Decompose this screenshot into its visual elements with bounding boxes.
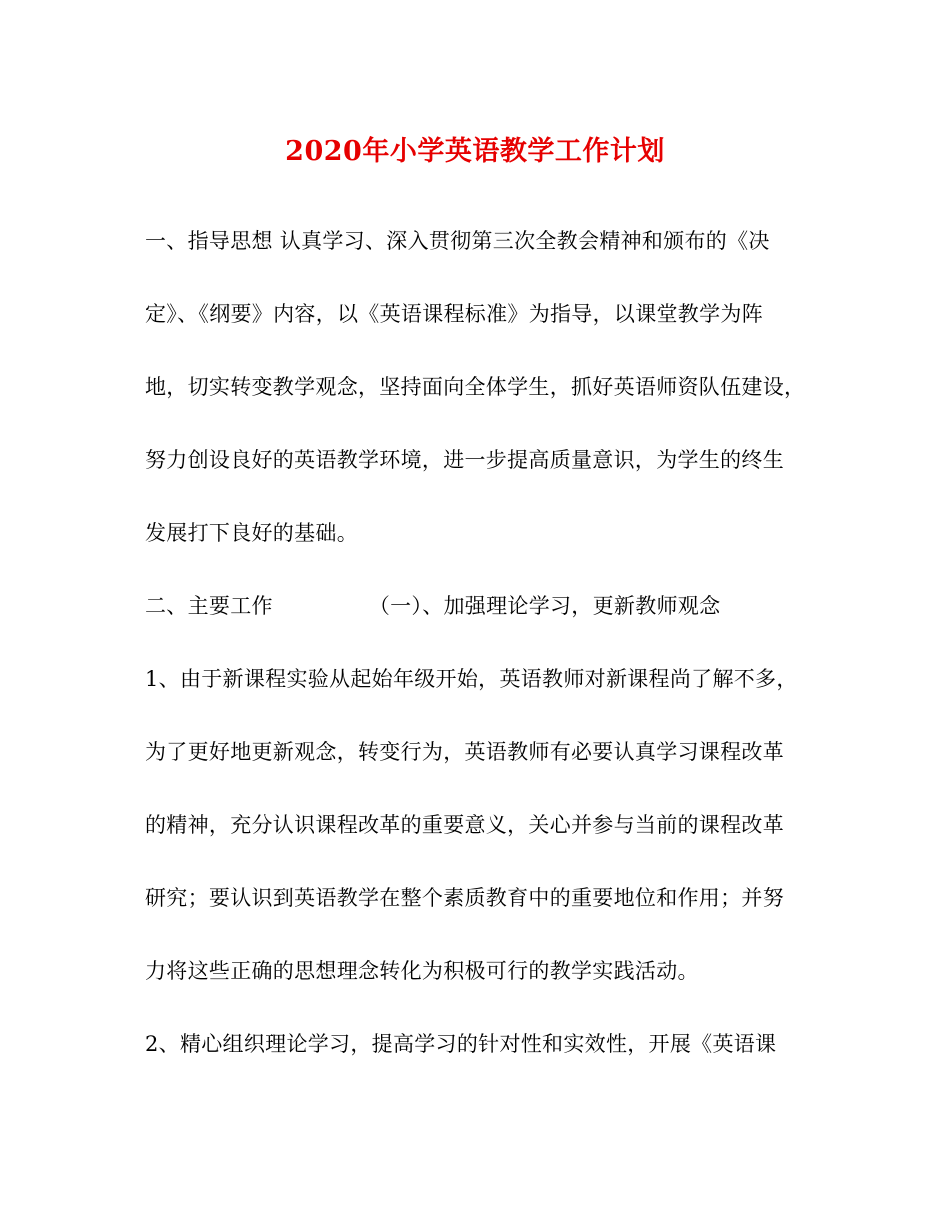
paragraph-line: 发展打下良好的基础。 bbox=[145, 521, 358, 545]
paragraph-line: 的精神，充分认识课程改革的重要意义，关心并参与当前的课程改革 bbox=[145, 813, 784, 837]
paragraph-line: 1、由于新课程实验从起始年级开始，英语教师对新课程尚了解不多， bbox=[145, 667, 798, 691]
document-title: 2020年小学英语教学工作计划 bbox=[285, 136, 665, 167]
paragraph-line: 一、指导思想 认真学习、深入贯彻第三次全教会精神和颁布的《决 bbox=[145, 229, 770, 253]
subsection-heading: （一）、加强理论学习，更新教师观念 bbox=[368, 594, 721, 618]
paragraph-line: 为了更好地更新观念，转变行为，英语教师有必要认真学习课程改革 bbox=[145, 740, 784, 764]
paragraph-line: 定》、《纲要》内容，以《英语课程标准》为指导，以课堂教学为阵 bbox=[145, 302, 763, 326]
paragraph-line: 地，切实转变教学观念，坚持面向全体学生，抓好英语师资队伍建设， bbox=[145, 375, 806, 399]
paragraph-line: 研究；要认识到英语教学在整个素质教育中的重要地位和作用；并努 bbox=[145, 886, 784, 910]
section-heading: 二、主要工作 bbox=[145, 594, 273, 618]
paragraph-line: 力将这些正确的思想理念转化为积极可行的教学实践活动。 bbox=[145, 959, 699, 983]
paragraph-line: 2、精心组织理论学习，提高学习的针对性和实效性，开展《英语课 bbox=[145, 1032, 777, 1056]
section-heading-line bbox=[145, 591, 720, 621]
paragraph-line: 努力创设良好的英语教学环境，进一步提高质量意识，为学生的终生 bbox=[145, 448, 784, 472]
